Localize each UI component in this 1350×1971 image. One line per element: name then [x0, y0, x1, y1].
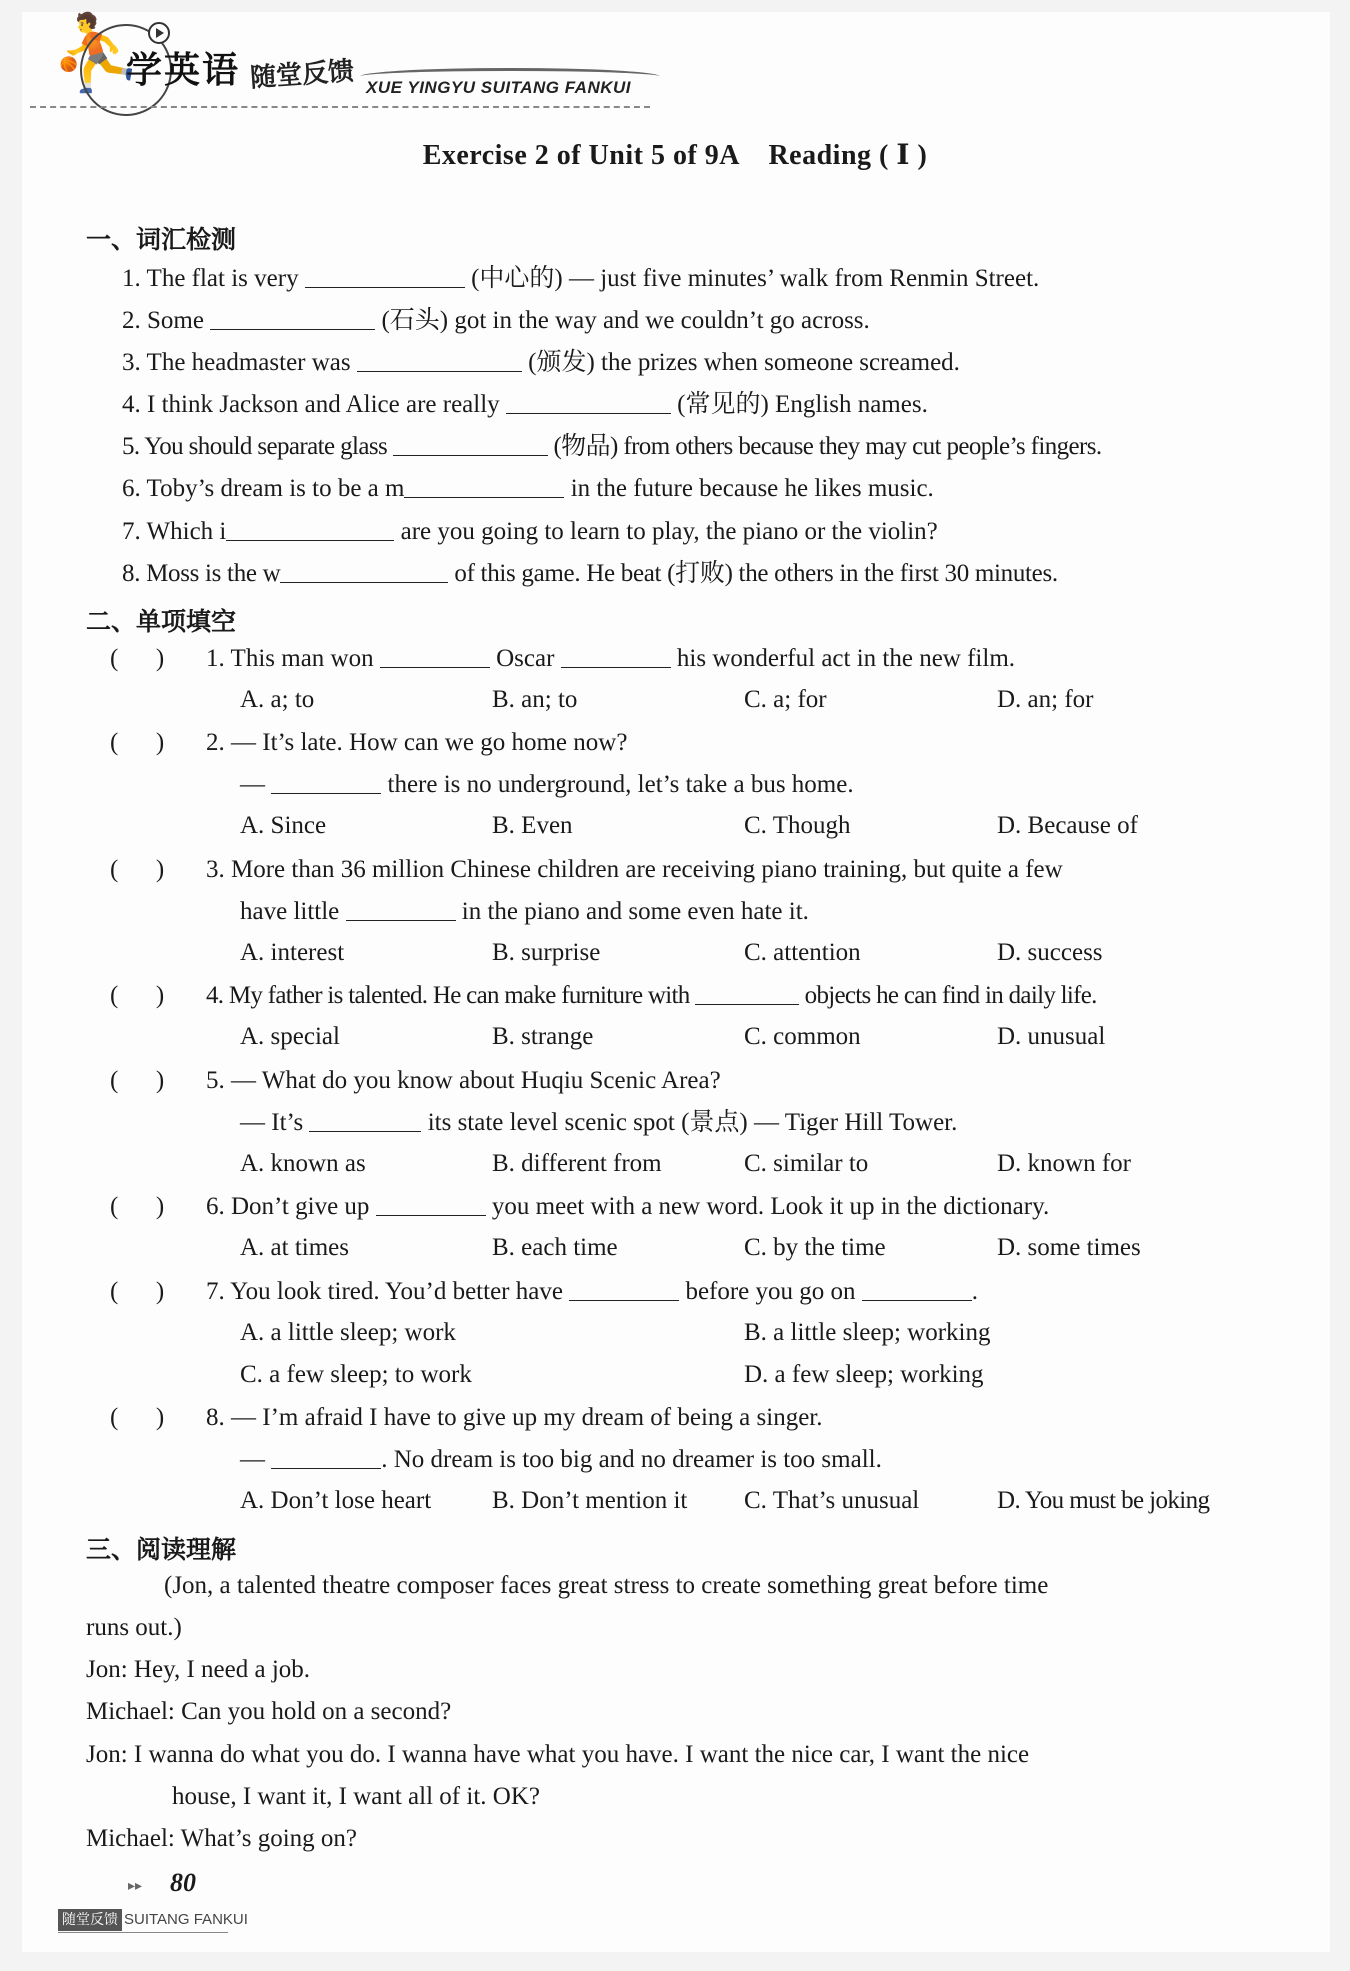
option-b[interactable]: B. strange [492, 1023, 594, 1050]
runner-icon: ⛹ [50, 10, 143, 96]
blank[interactable] [380, 645, 490, 668]
option-d[interactable]: D. You must be joking [997, 1487, 1210, 1514]
option-b[interactable]: B. an; to [492, 686, 578, 713]
blank[interactable] [305, 265, 465, 288]
option-d[interactable]: D. unusual [997, 1023, 1106, 1050]
question-3: 3. More than 36 million Chinese children are receiving piano training, but quite a few [206, 856, 1063, 883]
answer-paren[interactable]: ( ) [110, 856, 165, 883]
dialogue-line: Michael: What’s going on? [86, 1825, 358, 1852]
blank[interactable] [226, 518, 394, 541]
blank[interactable] [357, 349, 522, 372]
vocab-item-3: 3. The headmaster was (颁发) the prizes when someone screamed. [122, 349, 960, 376]
blank[interactable] [271, 1446, 381, 1469]
option-c[interactable]: C. common [744, 1023, 861, 1050]
question-2: 2. — It’s late. How can we go home now? [206, 729, 628, 756]
question-8: 8. — I’m afraid I have to give up my dream of being a singer. [206, 1404, 823, 1431]
answer-paren[interactable]: ( ) [110, 729, 165, 756]
dialogue-line: Jon: I wanna do what you do. I wanna have what you have. I want the nice car, I want the nice [86, 1741, 1030, 1768]
answer-paren[interactable]: ( ) [110, 982, 165, 1009]
answer-paren[interactable]: ( ) [110, 1404, 165, 1431]
option-c[interactable]: C. a few sleep; to work [240, 1361, 472, 1388]
option-b[interactable]: B. a little sleep; working [744, 1319, 991, 1346]
page-title: Exercise 2 of Unit 5 of 9A Reading ( Ⅰ ) [422, 140, 928, 171]
section3-heading: 三、阅读理解 [86, 1535, 237, 1564]
option-a[interactable]: A. a little sleep; work [240, 1319, 456, 1346]
option-a[interactable]: A. known as [240, 1150, 366, 1177]
vocab-item-4: 4. I think Jackson and Alice are really (常见的) English names. [122, 391, 928, 418]
brand-title: 学英语 [126, 50, 241, 91]
option-c[interactable]: C. attention [744, 939, 861, 966]
question-5-response: — It’s its state level scenic spot (景点) — Tiger Hill Tower. [240, 1109, 958, 1136]
question-7: 7. You look tired. You’d better have before you go on . [206, 1278, 979, 1305]
option-c[interactable]: C. similar to [744, 1150, 869, 1177]
question-4: 4. My father is talented. He can make furniture with objects he can find in daily life. [206, 982, 1097, 1009]
answer-paren[interactable]: ( ) [110, 1067, 165, 1094]
blank[interactable] [695, 982, 799, 1005]
dialogue-line: Michael: Can you hold on a second? [86, 1698, 452, 1725]
header [30, 6, 670, 116]
blank[interactable] [210, 307, 375, 330]
dialogue-line-cont: house, I want it, I want all of it. OK? [172, 1783, 540, 1810]
footer-pinyin: SUITANG FANKUI [124, 1911, 248, 1928]
option-c[interactable]: C. Though [744, 812, 851, 839]
header-divider [30, 106, 650, 108]
answer-paren[interactable]: ( ) [110, 1193, 165, 1220]
question-6: 6. Don’t give up you meet with a new word. Look it up in the dictionary. [206, 1193, 1050, 1220]
option-c[interactable]: C. by the time [744, 1234, 886, 1261]
question-3-cont: have little in the piano and some even hate it. [240, 898, 809, 925]
blank[interactable] [271, 771, 381, 794]
option-a[interactable]: A. at times [240, 1234, 350, 1261]
blank[interactable] [506, 391, 671, 414]
blank[interactable] [280, 560, 448, 583]
question-5: 5. — What do you know about Huqiu Scenic Area? [206, 1067, 721, 1094]
vocab-item-1: 1. The flat is very (中心的) — just five minutes’ walk from Renmin Street. [122, 265, 1040, 292]
option-a[interactable]: A. a; to [240, 686, 315, 713]
vocab-item-7: 7. Which i are you going to learn to play, the piano or the violin? [122, 518, 938, 545]
option-a[interactable]: A. Since [240, 812, 327, 839]
play-icon [148, 22, 170, 44]
option-b[interactable]: B. each time [492, 1234, 618, 1261]
question-1: 1. This man won Oscar his wonderful act in the new film. [206, 645, 1016, 672]
option-b[interactable]: B. Even [492, 812, 573, 839]
option-d[interactable]: D. Because of [997, 812, 1138, 839]
option-b[interactable]: B. surprise [492, 939, 601, 966]
option-d[interactable]: D. some times [997, 1234, 1141, 1261]
blank[interactable] [404, 475, 564, 498]
section1-heading: 一、词汇检测 [86, 225, 237, 254]
blank[interactable] [393, 433, 548, 456]
arrow-icon: ▸▸ [128, 1878, 143, 1894]
section2-heading: 二、单项填空 [86, 607, 237, 636]
answer-paren[interactable]: ( ) [110, 645, 165, 672]
footer-rule [58, 1932, 228, 1933]
blank[interactable] [309, 1109, 421, 1132]
page-number: 80 [170, 1868, 196, 1897]
blank[interactable] [862, 1278, 972, 1301]
question-8-response: — . No dream is too big and no dreamer is too small. [240, 1446, 882, 1473]
brand-pinyin: XUE YINGYU SUITANG FANKUI [366, 78, 632, 97]
blank[interactable] [346, 898, 456, 921]
question-2-response: — there is no underground, let’s take a bus home. [240, 771, 854, 798]
brand-subtitle: 随堂反馈 [249, 56, 356, 94]
option-d[interactable]: D. an; for [997, 686, 1094, 713]
option-c[interactable]: C. That’s unusual [744, 1487, 920, 1514]
option-a[interactable]: A. Don’t lose heart [240, 1487, 432, 1514]
vocab-item-2: 2. Some (石头) got in the way and we couldn’t go across. [122, 307, 870, 334]
dialogue-line: Jon: Hey, I need a job. [86, 1656, 311, 1683]
vocab-item-6: 6. Toby’s dream is to be a m in the future because he likes music. [122, 475, 934, 502]
blank[interactable] [561, 645, 671, 668]
vocab-item-5: 5. You should separate glass (物品) from others because they may cut people’s fingers. [122, 433, 1102, 460]
reading-intro-cont: runs out.) [86, 1614, 182, 1641]
answer-paren[interactable]: ( ) [110, 1278, 165, 1305]
option-b[interactable]: B. different from [492, 1150, 662, 1177]
option-b[interactable]: B. Don’t mention it [492, 1487, 688, 1514]
option-d[interactable]: D. known for [997, 1150, 1132, 1177]
reading-intro: (Jon, a talented theatre composer faces great stress to create something great before time [164, 1572, 1049, 1599]
footer-brand: 随堂反馈 [58, 1909, 122, 1931]
option-d[interactable]: D. a few sleep; working [744, 1361, 984, 1388]
option-d[interactable]: D. success [997, 939, 1103, 966]
option-c[interactable]: C. a; for [744, 686, 827, 713]
blank[interactable] [376, 1193, 486, 1216]
vocab-item-8: 8. Moss is the w of this game. He beat (打败) the others in the first 30 minutes. [122, 560, 1058, 587]
option-a[interactable]: A. interest [240, 939, 345, 966]
blank[interactable] [569, 1278, 679, 1301]
option-a[interactable]: A. special [240, 1023, 340, 1050]
